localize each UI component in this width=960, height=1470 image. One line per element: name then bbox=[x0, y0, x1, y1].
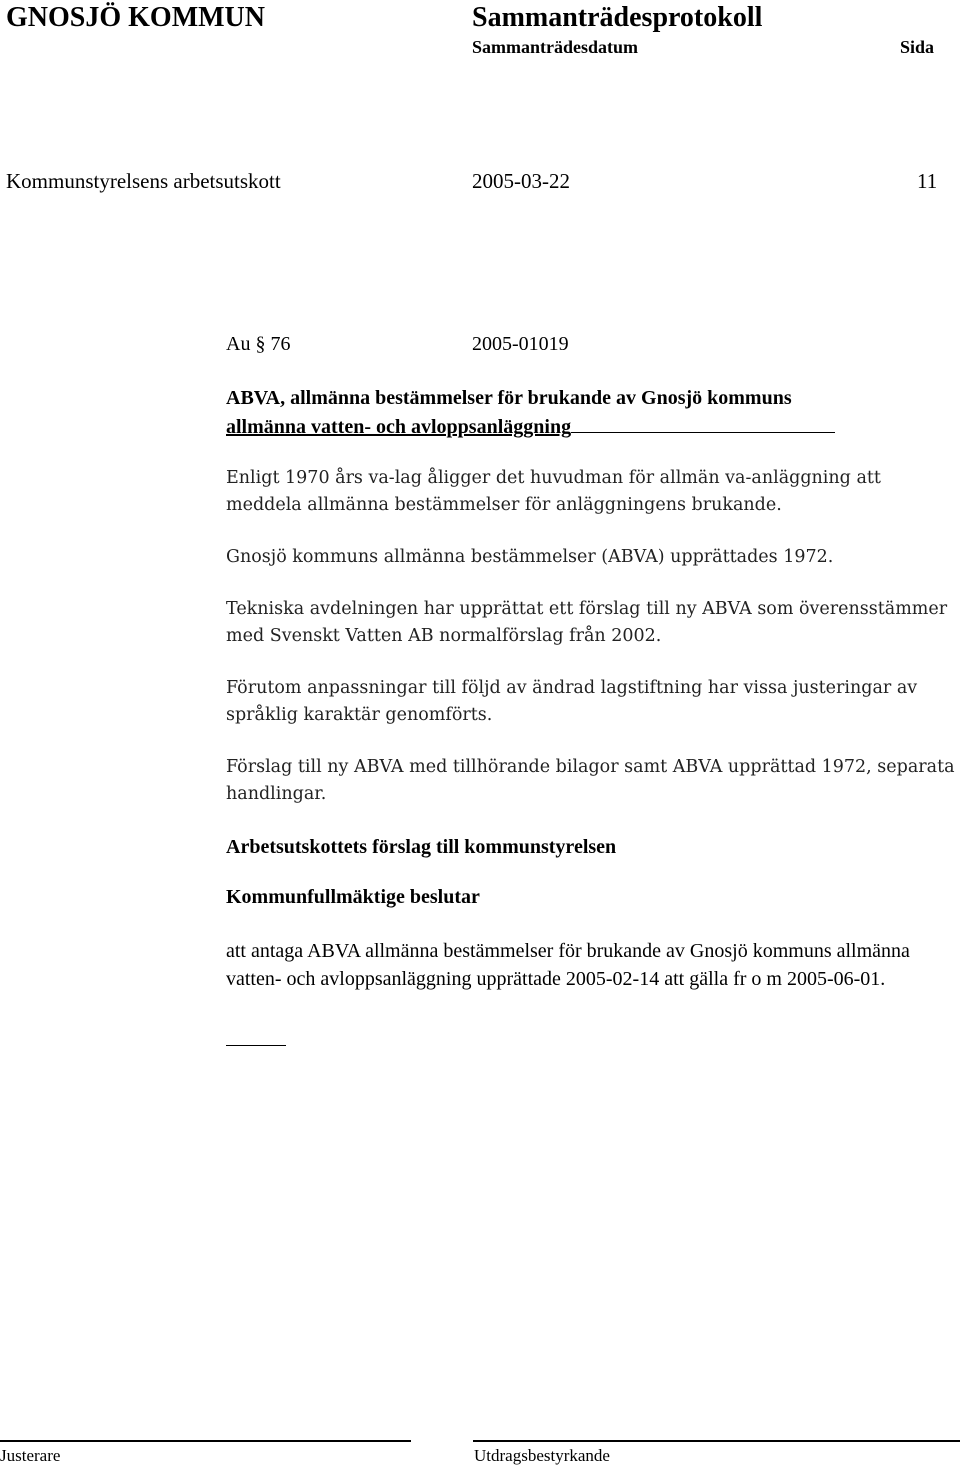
subject-line-2 bbox=[226, 412, 835, 441]
underline-filler bbox=[571, 412, 835, 433]
case-subject bbox=[226, 384, 956, 441]
meeting-date-label: Sammanträdesdatum bbox=[472, 37, 639, 57]
paragraph-4: Förutom anpassningar till följd av ändrad lagstiftning har vissa justeringar av språklig karaktär genomförts. bbox=[226, 678, 918, 725]
case-line bbox=[226, 330, 956, 358]
meeting-date: 2005-03-22 bbox=[472, 169, 570, 193]
page-label: Sida bbox=[900, 37, 935, 57]
decision-heading: Kommunfullmäktige beslutar bbox=[226, 886, 480, 908]
footer-justerare-label: Justerare bbox=[0, 1446, 61, 1465]
case-number: Au § 76 bbox=[226, 333, 291, 355]
paragraph-5: Förslag till ny ABVA med tillhörande bilagor samt ABVA upprättad 1972, separata handlingar. bbox=[226, 757, 955, 804]
page-number: 11 bbox=[917, 169, 938, 193]
paragraph-2: Gnosjö kommuns allmänna bestämmelser (ABVA) upprättades 1972. bbox=[226, 547, 834, 567]
paragraph-1: Enligt 1970 års va-lag åligger det huvudman för allmän va-anläggning att meddela allmänna bestämmelser för anläggningens brukande. bbox=[226, 468, 881, 515]
proposal-heading: Arbetsutskottets förslag till kommunstyrelsen bbox=[226, 836, 617, 858]
end-rule bbox=[226, 1045, 286, 1046]
organization-name: GNOSJÖ KOMMUN bbox=[6, 2, 265, 33]
paragraph-3: Tekniska avdelningen har upprättat ett förslag till ny ABVA som överensstämmer med Svenskt Vatten AB normalförslag från 2002. bbox=[226, 599, 948, 646]
justerare-signature-line bbox=[0, 1440, 411, 1442]
subject-line-1: ABVA, allmänna bestämmelser för brukande av Gnosjö kommuns bbox=[226, 387, 792, 409]
committee-name: Kommunstyrelsens arbetsutskott bbox=[6, 169, 281, 193]
case-reference: 2005-01019 bbox=[472, 333, 569, 355]
decision-text: att antaga ABVA allmänna bestämmelser för brukande av Gnosjö kommuns allmänna vatten- och avloppsanläggning upprättade 2005-02-14 att gälla fr o m 2005-06-01. bbox=[226, 940, 910, 990]
footer-certification-label: Utdragsbestyrkande bbox=[474, 1446, 610, 1465]
document-type: Sammanträdesprotokoll bbox=[472, 2, 763, 33]
subject-line-2-text: allmänna vatten- och avloppsanläggning bbox=[226, 416, 572, 438]
protocol-section bbox=[226, 330, 956, 1046]
extract-certification-line bbox=[473, 1440, 960, 1442]
